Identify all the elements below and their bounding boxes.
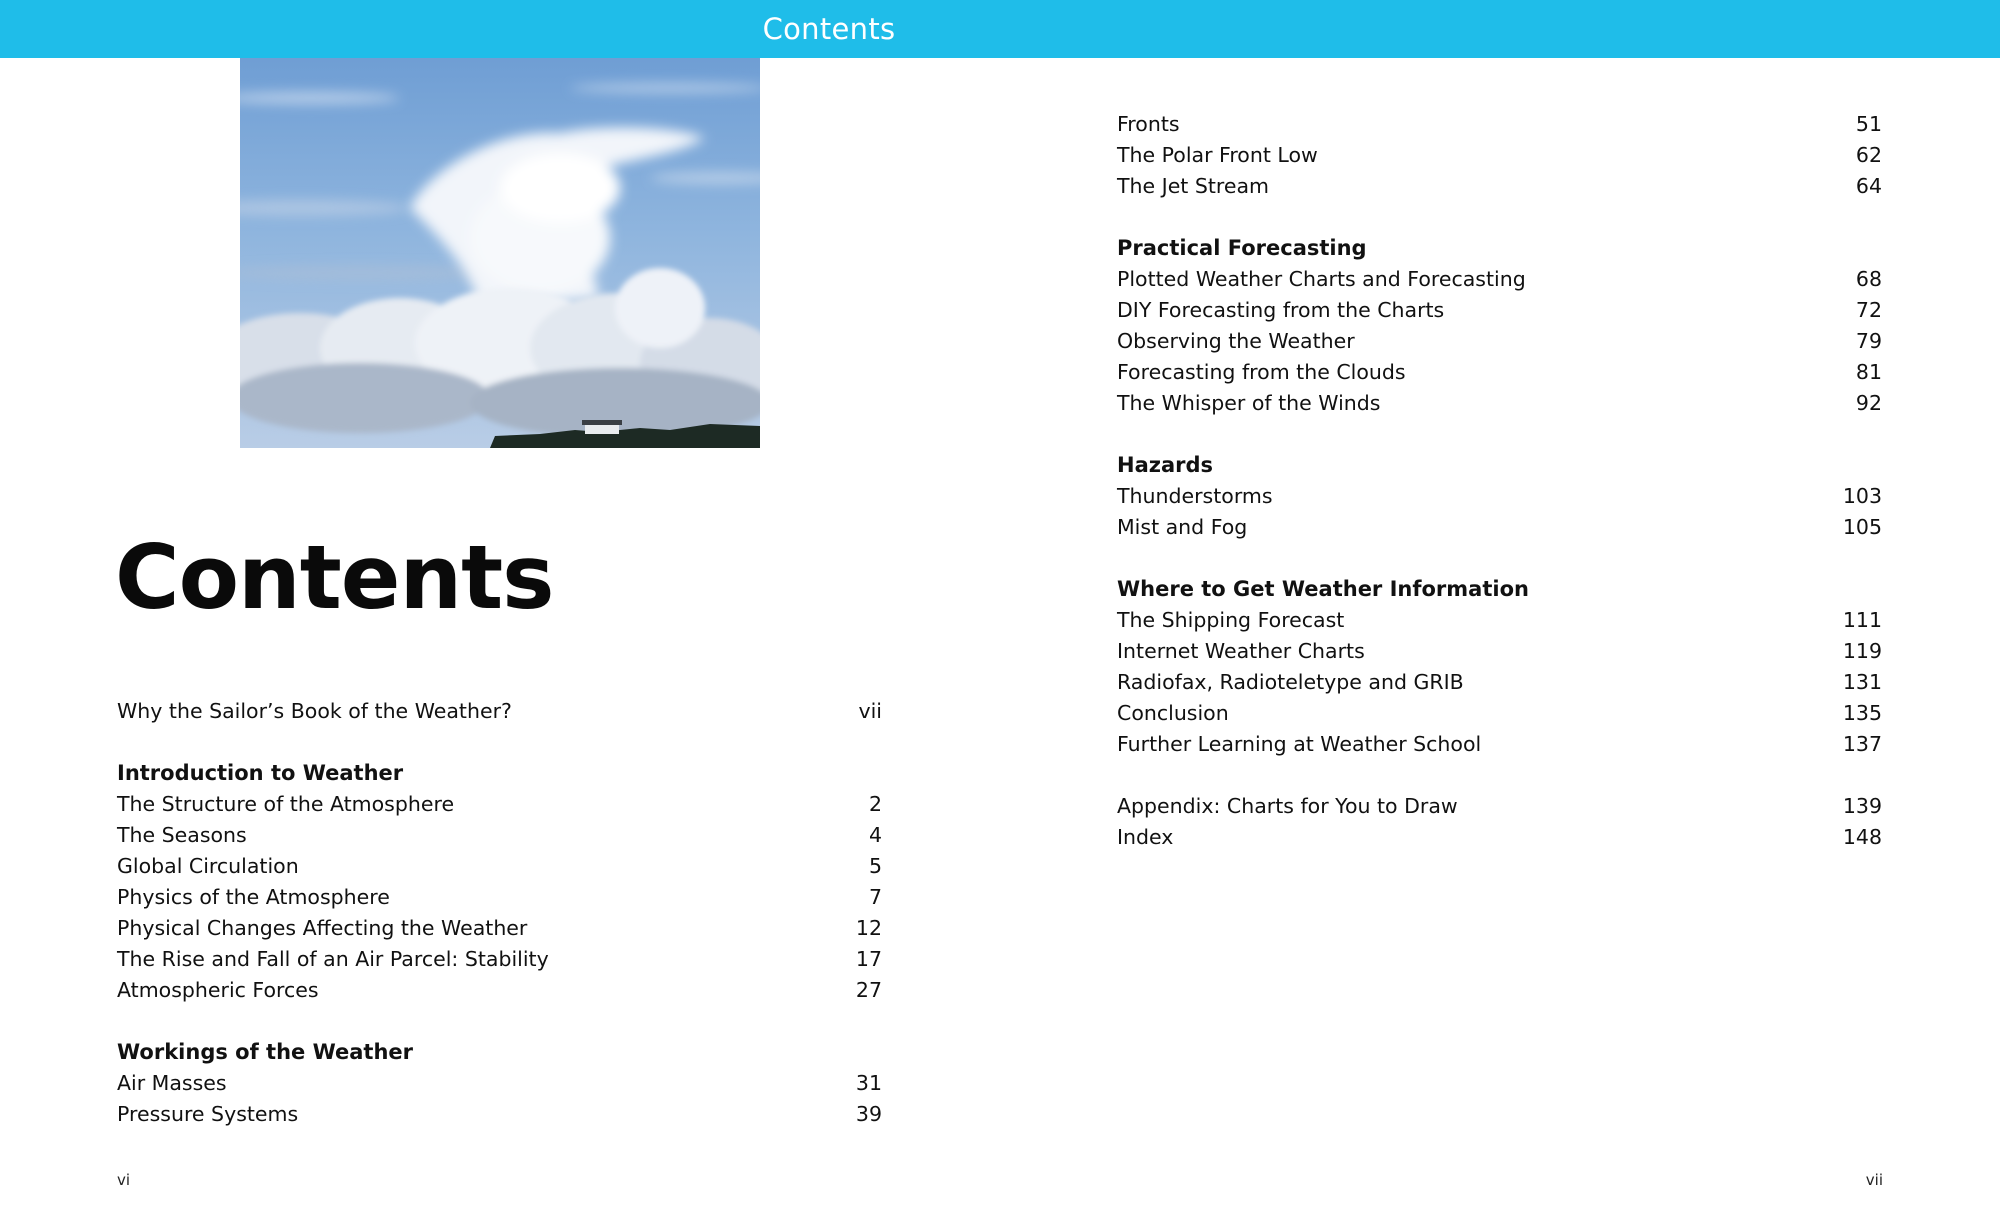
- toc-entry-page: 137: [1842, 732, 1882, 756]
- toc-entry-title: Air Masses: [117, 1071, 227, 1095]
- toc-entry-title: The Polar Front Low: [1117, 143, 1318, 167]
- page-number-right: vii: [1865, 1171, 1883, 1189]
- toc-entry[interactable]: [1117, 326, 1882, 357]
- toc-entry[interactable]: [1117, 171, 1882, 202]
- toc-entry-page: 5: [868, 854, 882, 878]
- toc-entry-page: 92: [1855, 391, 1882, 415]
- toc-entry-page: 119: [1842, 639, 1882, 663]
- toc-entry[interactable]: [1117, 698, 1882, 729]
- toc-left-column: [117, 696, 882, 1130]
- toc-entry-title: The Whisper of the Winds: [1117, 391, 1381, 415]
- toc-entry-page: 148: [1842, 825, 1882, 849]
- toc-entry-page: 139: [1842, 794, 1882, 818]
- toc-entry[interactable]: [117, 1099, 882, 1130]
- toc-entry-page: 51: [1855, 112, 1882, 136]
- toc-entry-title: Mist and Fog: [1117, 515, 1248, 539]
- spacer: [1117, 760, 1882, 791]
- toc-entry[interactable]: [117, 851, 882, 882]
- toc-entry-page: 103: [1842, 484, 1882, 508]
- header-title: Contents: [762, 12, 896, 46]
- toc-entry[interactable]: [1117, 109, 1882, 140]
- toc-entry[interactable]: [1117, 822, 1882, 853]
- toc-entry-title: Observing the Weather: [1117, 329, 1355, 353]
- toc-entry[interactable]: [1117, 481, 1882, 512]
- toc-entry-title: Appendix: Charts for You to Draw: [1117, 794, 1458, 818]
- main-title: Contents: [115, 526, 554, 629]
- section-heading: Introduction to Weather: [117, 761, 404, 785]
- toc-entry-page: 31: [855, 1071, 882, 1095]
- toc-entry-page: 68: [1855, 267, 1882, 291]
- toc-entry-title: The Shipping Forecast: [1117, 608, 1345, 632]
- section-heading: Hazards: [1117, 453, 1214, 477]
- toc-entry-title: Physical Changes Affecting the Weather: [117, 916, 528, 940]
- cloud-sky-photo: [240, 58, 760, 448]
- section-heading: Practical Forecasting: [1117, 236, 1367, 260]
- toc-entry-title: DIY Forecasting from the Charts: [1117, 298, 1445, 322]
- toc-entry-title: The Rise and Fall of an Air Parcel: Stability: [117, 947, 549, 971]
- toc-entry[interactable]: [117, 944, 882, 975]
- toc-entry-title: Further Learning at Weather School: [1117, 732, 1482, 756]
- toc-entry-title: Why the Sailor’s Book of the Weather?: [117, 699, 512, 723]
- toc-entry-title: Internet Weather Charts: [1117, 639, 1365, 663]
- toc-entry-title: Global Circulation: [117, 854, 299, 878]
- toc-entry-page: 62: [1855, 143, 1882, 167]
- toc-entry[interactable]: [117, 975, 882, 1006]
- toc-entry-page: 27: [855, 978, 882, 1002]
- toc-entry-page: 7: [868, 885, 882, 909]
- toc-entry-title: The Seasons: [117, 823, 247, 847]
- section-heading: Where to Get Weather Information: [1117, 577, 1529, 601]
- toc-entry-title: Physics of the Atmosphere: [117, 885, 390, 909]
- toc-entry-title: Fronts: [1117, 112, 1180, 136]
- page-number-left: vi: [117, 1171, 131, 1189]
- toc-entry[interactable]: [117, 789, 882, 820]
- toc-entry-page: 105: [1842, 515, 1882, 539]
- toc-entry-page: 64: [1855, 174, 1882, 198]
- toc-entry-page: 17: [855, 947, 882, 971]
- toc-entry[interactable]: [1117, 264, 1882, 295]
- toc-entry-page: 81: [1855, 360, 1882, 384]
- toc-entry-page: 72: [1855, 298, 1882, 322]
- toc-entry-page: 12: [855, 916, 882, 940]
- toc-entry-page: 135: [1842, 701, 1882, 725]
- section-heading: Workings of the Weather: [117, 1040, 413, 1064]
- toc-entry[interactable]: [117, 820, 882, 851]
- toc-entry-page: 79: [1855, 329, 1882, 353]
- toc-entry[interactable]: [1117, 512, 1882, 543]
- toc-entry[interactable]: [1117, 667, 1882, 698]
- toc-right-column: [1117, 109, 1882, 853]
- toc-entry[interactable]: [1117, 140, 1882, 171]
- header-bar: [0, 0, 2000, 58]
- toc-entry-title: Radiofax, Radioteletype and GRIB: [1117, 670, 1464, 694]
- toc-entry-title: The Structure of the Atmosphere: [117, 792, 455, 816]
- toc-entry-title: Pressure Systems: [117, 1102, 299, 1126]
- toc-entry-title: Conclusion: [1117, 701, 1229, 725]
- toc-entry[interactable]: [1117, 636, 1882, 667]
- toc-entry-title: The Jet Stream: [1117, 174, 1270, 198]
- toc-entry-page: 39: [855, 1102, 882, 1126]
- toc-entry[interactable]: [1117, 295, 1882, 326]
- toc-entry[interactable]: [1117, 791, 1882, 822]
- toc-entry-title: Plotted Weather Charts and Forecasting: [1117, 267, 1526, 291]
- toc-entry-title: Forecasting from the Clouds: [1117, 360, 1406, 384]
- toc-entry[interactable]: [1117, 388, 1882, 419]
- toc-entry-page: 4: [868, 823, 882, 847]
- toc-entry-title: Atmospheric Forces: [117, 978, 319, 1002]
- toc-entry-title: Index: [1117, 825, 1174, 849]
- toc-entry-page: vii: [858, 699, 882, 723]
- toc-entry[interactable]: [1117, 605, 1882, 636]
- toc-entry[interactable]: [1117, 729, 1882, 760]
- toc-entry[interactable]: [117, 1068, 882, 1099]
- toc-entry[interactable]: [117, 696, 882, 727]
- toc-entry-page: 131: [1842, 670, 1882, 694]
- toc-entry[interactable]: [117, 913, 882, 944]
- toc-entry[interactable]: [1117, 357, 1882, 388]
- toc-entry[interactable]: [117, 882, 882, 913]
- toc-entry-page: 2: [868, 792, 882, 816]
- toc-entry-page: 111: [1842, 608, 1882, 632]
- toc-entry-title: Thunderstorms: [1117, 484, 1273, 508]
